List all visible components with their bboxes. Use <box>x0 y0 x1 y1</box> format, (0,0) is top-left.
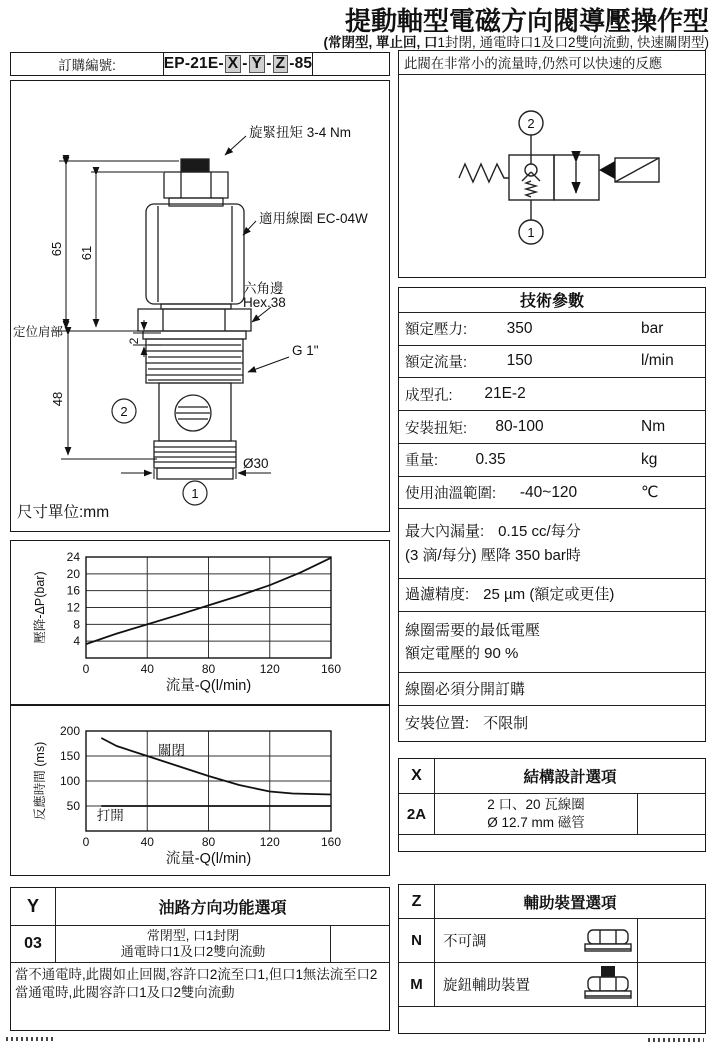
svg-text:流量-Q(l/min): 流量-Q(l/min) <box>165 851 252 867</box>
z-table-row-n <box>399 919 705 963</box>
row-label: 額定壓力: <box>405 322 468 339</box>
nut-icon <box>583 928 633 954</box>
port1-balloon-label: 1 <box>191 486 199 501</box>
svg-text:4: 4 <box>73 634 80 649</box>
footer-fragment-left <box>6 1037 56 1041</box>
svg-text:壓降-ΔP(bar): 壓降-ΔP(bar) <box>33 571 47 644</box>
leakage-label: 最大內漏量: <box>405 523 485 541</box>
filtration-label: 過濾精度: <box>405 586 470 604</box>
x-option-table <box>398 758 706 852</box>
z-row-n-empty-cell <box>638 919 705 962</box>
response-time-chart-box <box>10 705 390 876</box>
x-row-line2: Ø 12.7 mm 磁管 <box>487 815 585 830</box>
spring-symbol <box>459 164 509 182</box>
svg-text:8: 8 <box>73 617 80 632</box>
order-number-empty-cell <box>313 53 389 75</box>
row-label: 使用油溫範圍: <box>405 486 497 503</box>
code-y-box: Y <box>249 55 266 73</box>
svg-text:150: 150 <box>59 749 80 763</box>
row-unit: bar <box>641 319 664 337</box>
z-row-m-cell <box>435 963 638 1006</box>
dim-65-label: 65 <box>49 241 64 257</box>
code-prefix: EP-21E- <box>163 55 224 72</box>
tech-block-filtration <box>399 579 705 612</box>
thread-label: G 1" <box>292 343 319 358</box>
svg-text:24: 24 <box>66 550 80 564</box>
row-unit: l/min <box>641 352 674 370</box>
fast-response-note: 此閥在非常小的流量時,仍然可以快速的反應 <box>399 51 705 75</box>
page-title: 提動軸型電磁方向閥導壓操作型 <box>344 6 709 36</box>
coil-separate-note: 線圈必須分開訂購 <box>405 680 526 698</box>
svg-text:20: 20 <box>66 566 80 581</box>
svg-text:0: 0 <box>82 835 90 849</box>
z-row-m-code: M <box>399 963 435 1006</box>
z-row-n-label: 不可調 <box>443 934 487 950</box>
order-number-code <box>164 53 313 75</box>
shoulder-label: 定位肩部 <box>13 325 64 339</box>
tech-block-min-voltage <box>399 612 705 674</box>
tech-row-install-torque <box>399 411 705 444</box>
svg-text:160: 160 <box>320 662 342 676</box>
valve-drawing-svg <box>11 81 388 530</box>
torque-label: 旋緊扭矩 3-4 Nm <box>249 125 352 140</box>
z-table-code: Z <box>399 885 435 918</box>
x-row-line1: 2 口、20 瓦線圈 <box>487 797 585 813</box>
x-row-description <box>435 794 638 834</box>
diameter-label: Ø30 <box>243 456 269 471</box>
svg-text:關閉: 關閉 <box>157 743 185 758</box>
valve-dimension-drawing <box>10 80 390 532</box>
tech-parameters-table <box>398 287 706 742</box>
symbol-box <box>398 50 706 278</box>
code-sep1: - <box>242 55 248 72</box>
svg-text:100: 100 <box>59 774 80 788</box>
row-unit: kg <box>641 450 658 468</box>
svg-text:40: 40 <box>140 662 154 676</box>
svg-text:120: 120 <box>259 835 280 849</box>
order-number-box <box>10 52 390 76</box>
row-label: 安裝扭矩: <box>405 420 468 437</box>
min-voltage-line2: 額定電壓的 90 % <box>405 645 519 663</box>
svg-text:80: 80 <box>201 662 216 676</box>
y-option-table <box>10 887 390 1031</box>
y-note-line2: 當通電時,此閥容許口1及口2雙向流動 <box>15 985 235 1001</box>
filtration-value: 25 µm (額定或更佳) <box>483 586 615 604</box>
row-value: -40~120 <box>519 483 578 501</box>
svg-text:打開: 打開 <box>96 808 124 823</box>
svg-text:40: 40 <box>140 835 154 849</box>
y-table-row-03 <box>11 926 389 963</box>
tech-table-title: 技術參數 <box>399 288 705 313</box>
row-value: 150 <box>506 352 533 370</box>
tech-row-pressure <box>399 313 705 346</box>
x-table-title: 結構設計選項 <box>523 769 617 786</box>
z-row-n-cell <box>435 919 638 962</box>
knob-icon <box>583 966 633 1004</box>
y-table-code: Y <box>11 888 56 925</box>
mounting-value: 不限制 <box>483 715 529 732</box>
z-table-title: 輔助裝置選項 <box>523 894 617 912</box>
code-suffix: -85 <box>289 55 313 72</box>
dim-2-label: 2 <box>127 337 141 345</box>
x-table-code: X <box>399 759 435 793</box>
y-table-note <box>11 963 389 1005</box>
row-label: 額定流量: <box>405 354 468 371</box>
svg-text:12: 12 <box>66 600 80 615</box>
hydraulic-symbol <box>399 83 703 268</box>
svg-text:200: 200 <box>59 724 80 738</box>
y-row-line1: 常閉型, 口1封閉 <box>146 927 240 943</box>
svg-text:流量-Q(l/min): 流量-Q(l/min) <box>165 678 252 694</box>
response-time-chart <box>11 706 388 874</box>
row-value: 0.35 <box>475 450 506 468</box>
subtitle-rest-part: 1封閉, 通電時口1及口2雙向流動, 快速關閉型) <box>437 35 709 50</box>
row-value: 21E-2 <box>484 385 526 403</box>
z-table-row-m <box>399 963 705 1007</box>
check-valve-ball <box>525 164 537 176</box>
footer-fragment-right <box>648 1038 704 1042</box>
svg-text:0: 0 <box>82 662 90 676</box>
mounting-label: 安裝位置: <box>405 715 470 732</box>
leakage-condition: (3 滴/每分) 壓降 350 bar時 <box>405 546 581 564</box>
coil-label: 適用線圈 EC-04W <box>259 211 368 226</box>
min-voltage-line1: 線圈需要的最低電壓 <box>405 621 541 639</box>
svg-text:50: 50 <box>66 799 80 813</box>
code-x-box: X <box>225 55 242 73</box>
y-table-title: 油路方向功能選項 <box>158 900 287 917</box>
x-table-header <box>399 759 705 794</box>
x-row-empty-cell <box>638 794 705 834</box>
x-table-row-2a <box>399 794 705 835</box>
units-note: 尺寸單位:mm <box>17 504 110 521</box>
y-row-code: 03 <box>11 926 56 962</box>
y-table-header <box>11 888 389 926</box>
svg-text:16: 16 <box>66 583 80 598</box>
valve-body-outline <box>138 159 251 479</box>
z-option-table <box>398 884 706 1034</box>
row-unit: ℃ <box>641 484 659 502</box>
hex-label-line1: 六角邊 <box>243 281 284 296</box>
tech-row-weight <box>399 444 705 477</box>
row-value: 80-100 <box>495 418 544 435</box>
code-sep2: - <box>266 55 272 72</box>
tech-block-mounting <box>399 706 705 741</box>
hex-label-line2: Hex.38 <box>243 295 286 310</box>
tech-block-leakage <box>399 509 705 579</box>
dim-48-label: 48 <box>50 391 65 407</box>
port2-balloon-label: 2 <box>120 404 128 419</box>
order-number-label: 訂購編號: <box>11 53 164 75</box>
page-subtitle <box>323 31 709 51</box>
z-row-m-label: 旋鈕輔助裝置 <box>443 978 530 994</box>
code-z-box: Z <box>273 55 289 73</box>
row-label: 重量: <box>405 453 439 470</box>
row-label: 成型孔: <box>405 387 453 404</box>
tech-row-temp-range <box>399 477 705 510</box>
z-row-m-empty-cell <box>638 963 705 1006</box>
symbol-port2-label: 2 <box>527 116 535 131</box>
z-table-header <box>399 885 705 919</box>
svg-text:120: 120 <box>259 662 280 676</box>
y-row-description <box>56 926 331 962</box>
subtitle-bold-part: (常閉型, 單止回, 口 <box>323 35 438 50</box>
dim-61-label: 61 <box>79 245 94 261</box>
symbol-port1-label: 1 <box>527 225 535 240</box>
pressure-drop-chart-box <box>10 540 390 705</box>
svg-text:80: 80 <box>201 835 216 849</box>
tech-block-coil-separate <box>399 673 705 706</box>
row-value: 350 <box>506 319 533 337</box>
y-row-empty-cell <box>331 926 389 962</box>
tech-row-flow <box>399 346 705 379</box>
y-note-line1: 當不通電時,此閥如止回閥,容許口2流至口1,但口1無法流至口2 <box>15 967 378 982</box>
x-row-code: 2A <box>399 794 435 834</box>
svg-text:反應時間 (ms): 反應時間 (ms) <box>33 741 47 821</box>
leakage-value: 0.15 cc/每分 <box>498 523 581 541</box>
row-unit: Nm <box>641 418 666 435</box>
pressure-drop-chart <box>11 541 388 703</box>
z-row-n-code: N <box>399 919 435 962</box>
y-row-line2: 通電時口1及口2雙向流動 <box>120 944 266 959</box>
tech-row-cavity <box>399 378 705 411</box>
svg-text:160: 160 <box>320 835 342 849</box>
